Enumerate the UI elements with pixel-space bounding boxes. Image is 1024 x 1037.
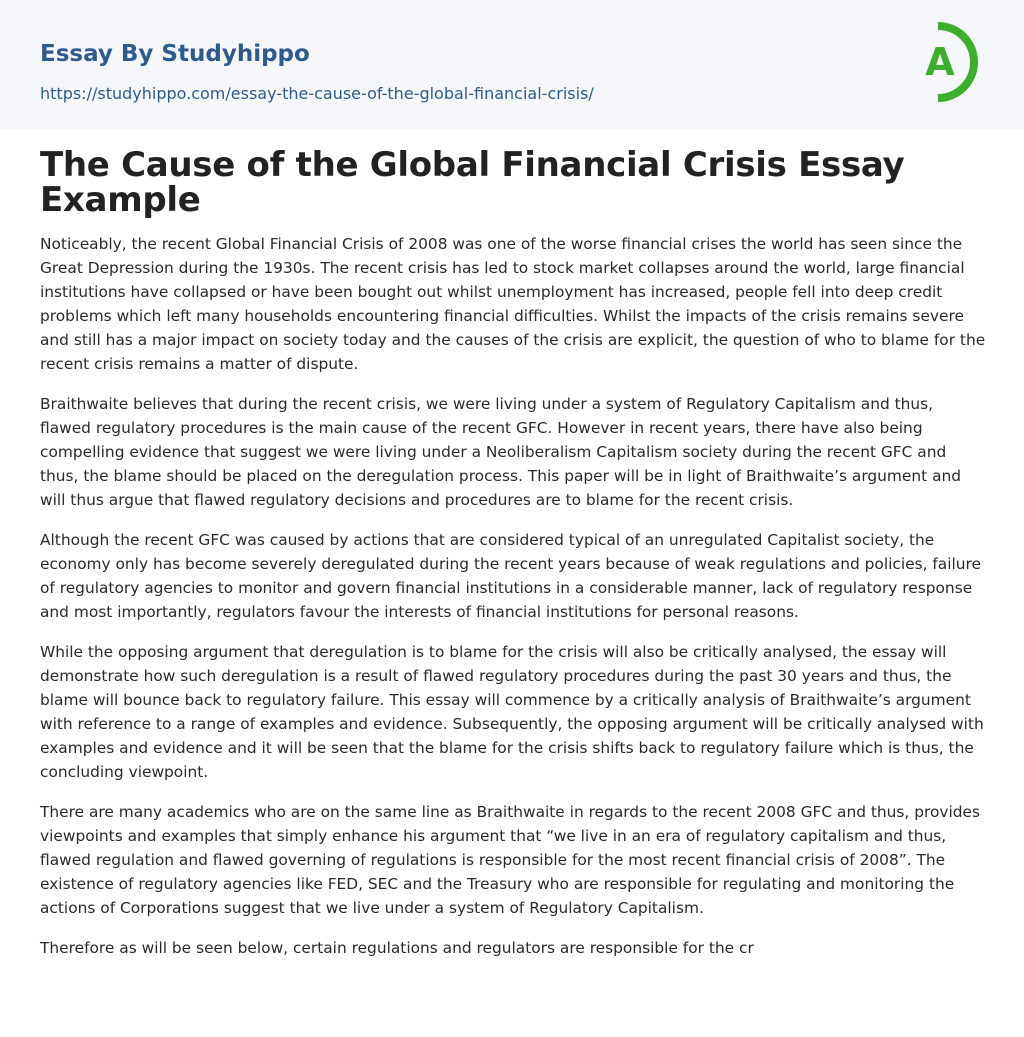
logo-letter: A [925, 40, 955, 84]
essay-paragraph-3: Although the recent GFC was caused by actions that are considered typical of an unregulated Capitalist society, the economy only has become severely deregulated during the recent years because of weak regulations and policies, failure of regulatory agencies to monitor and govern financial institutions in a considerable manner, lack of regulatory response and most importantly, regulators favour the interests of financial institutions for personal reasons. [40, 531, 981, 621]
essay-paragraph-2: Braithwaite believes that during the recent crisis, we were living under a system of Regulatory Capitalism and thus, flawed regulatory procedures is the main cause of the recent GFC. However in recent years, there have also being compelling evidence that suggest we were living under a Neoliberalism Capitalism society during the recent GFC and thus, the blame should be placed on the deregulation process. This paper will be in light of Braithwaite’s argument and will thus argue that flawed regulatory decisions and procedures are to blame for the recent crisis. [40, 395, 962, 509]
essay-content [40, 145, 986, 976]
site-header [0, 0, 1024, 129]
studyhippo-a-logo-icon[interactable] [912, 19, 986, 105]
essay-url-link[interactable]: https://studyhippo.com/essay-the-cause-of-the-global-financial-crisis/ [40, 84, 594, 103]
essay-paragraph-5: There are many academics who are on the same line as Braithwaite in regards to the recent 2008 GFC and thus, provides viewpoints and examples that simply enhance his argument that “we live in an era of regulatory capitalism and thus, flawed regulation and flawed governing of regulations is responsible for the most recent financial crisis of 2008”. The existence of regulatory agencies like FED, SEC and the Treasury who are responsible for regulating and monitoring the actions of Corporations suggest that we live under a system of Regulatory Capitalism. [40, 803, 981, 917]
site-brand[interactable]: Essay By Studyhippo [40, 41, 310, 67]
essay-title: The Cause of the Global Financial Crisis Essay Example [40, 145, 905, 220]
essay-paragraph-4: While the opposing argument that deregulation is to blame for the crisis will also be critically analysed, the essay will demonstrate how such deregulation is a result of flawed regulatory procedures during the past 30 years and thus, the blame will bounce back to regulatory failure. This essay will commence by a critically analysis of Braithwaite’s argument with reference to a range of examples and evidence. Subsequently, the opposing argument will be critically analysed with examples and evidence and it will be seen that the blame for the crisis shifts back to regulatory failure which is thus, the concluding viewpoint. [40, 643, 984, 781]
essay-paragraph-6: Therefore as will be seen below, certain regulations and regulators are responsible for the cr [40, 939, 754, 957]
essay-paragraph-1: Noticeably, the recent Global Financial Crisis of 2008 was one of the worse financial crises the world has seen since the Great Depression during the 1930s. The recent crisis has led to stock market collapses around the world, large financial institutions have collapsed or have been bought out whilst unemployment has increased, people fell into deep credit problems which left many households encountering financial difficulties. Whilst the impacts of the crisis remains severe and still has a major impact on society today and the causes of the crisis are explicit, the question of who to blame for the recent crisis remains a matter of dispute. [40, 235, 986, 373]
